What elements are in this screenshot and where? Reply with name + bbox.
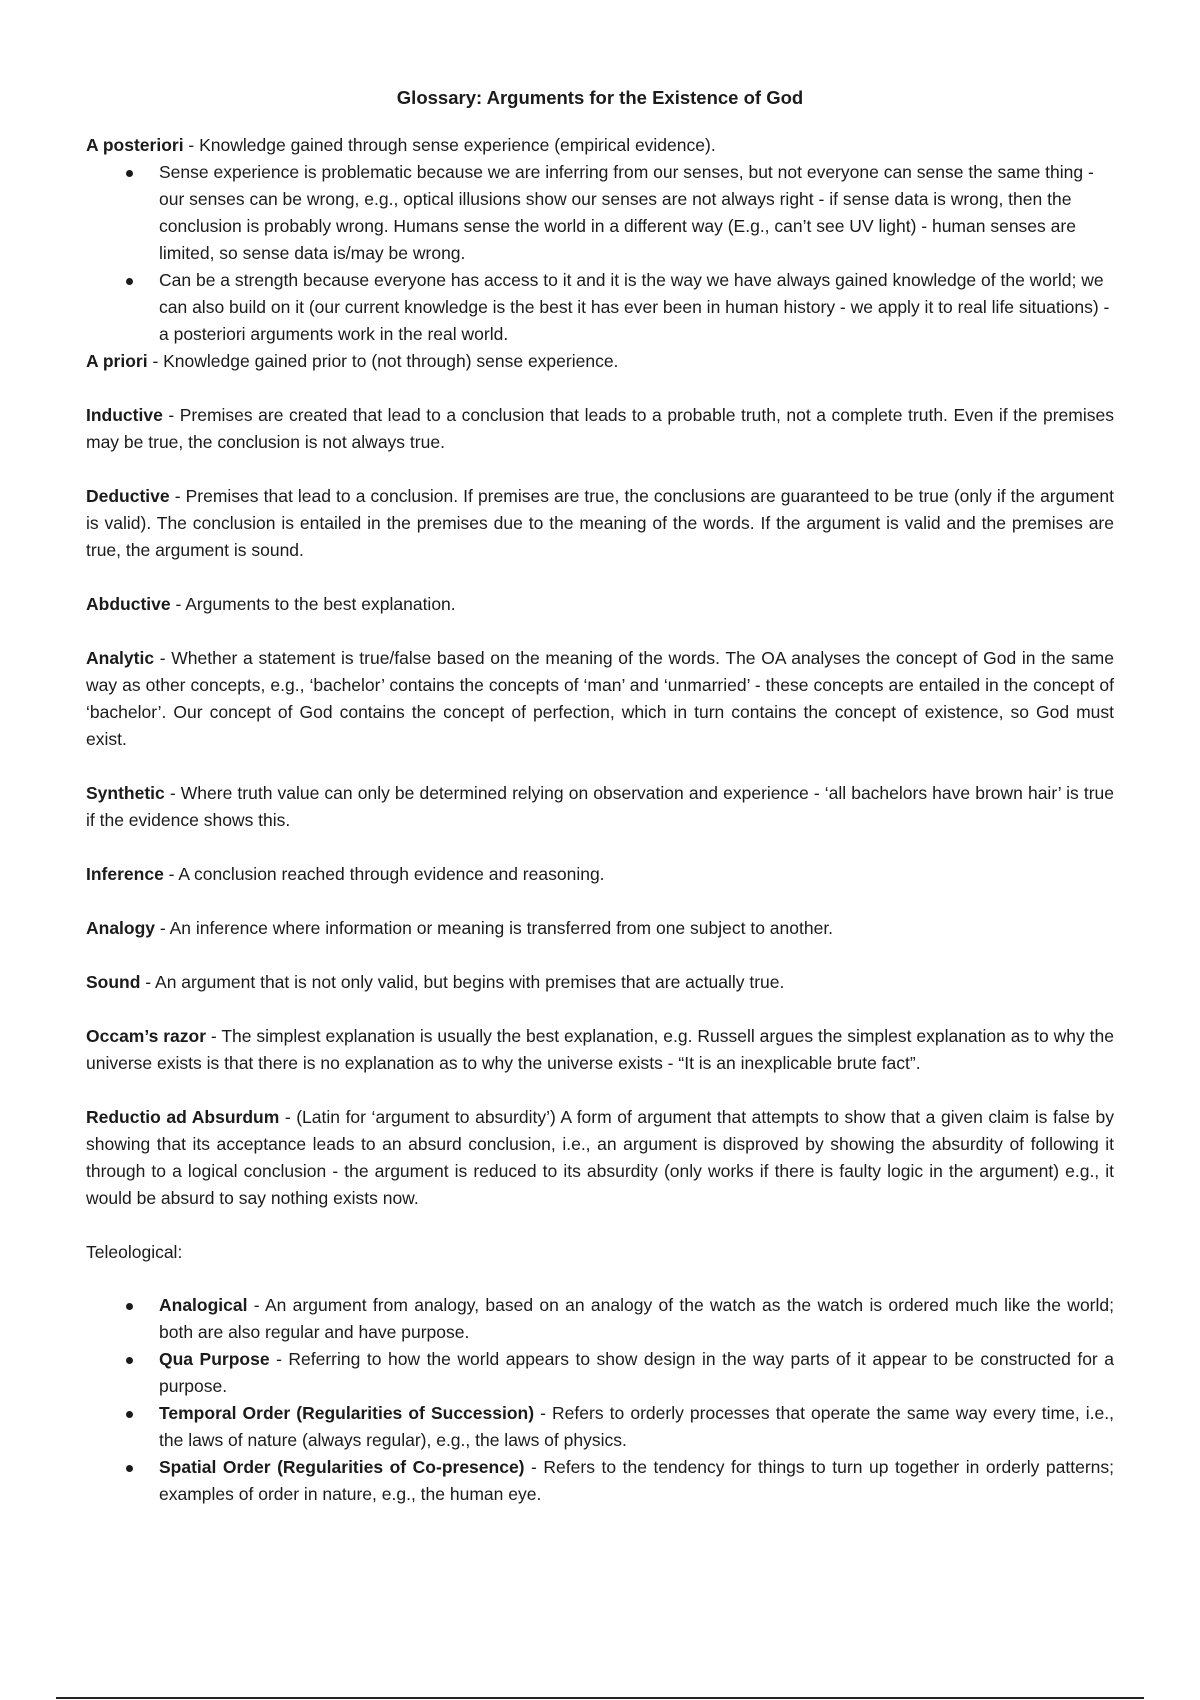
- term-sound: Sound: [86, 972, 141, 992]
- teleological-item-temporal-order: [86, 1400, 1114, 1454]
- term-temporal-order: Temporal Order (Regularities of Succession): [159, 1403, 535, 1423]
- term-a-posteriori: A posteriori: [86, 135, 184, 155]
- term-spatial-order: Spatial Order (Regularities of Co-presence): [159, 1457, 525, 1477]
- term-abductive: Abductive: [86, 594, 171, 614]
- page-bottom-rule: [56, 1697, 1144, 1699]
- definition-qua-purpose: - Referring to how the world appears to show design in the way parts of it appear to be constructed for a purpose.: [159, 1349, 1114, 1396]
- teleological-item-analogical: [86, 1292, 1114, 1346]
- definition-occams-razor: - The simplest explanation is usually the best explanation, e.g. Russell argues the simplest explanation as to why the universe exists is that there is no explanation as to why the universe exists - “It is an inexplicable brute fact”.: [86, 1026, 1114, 1073]
- definition-analogy: - An inference where information or meaning is transferred from one subject to another.: [155, 918, 834, 938]
- glossary-entry-abductive: [86, 591, 1114, 618]
- definition-analogical: - An argument from analogy, based on an analogy of the watch as the watch is ordered much like the world; both are also regular and have purpose.: [159, 1295, 1114, 1342]
- glossary-entry-analogy: [86, 915, 1114, 942]
- definition-inference: - A conclusion reached through evidence and reasoning.: [163, 864, 605, 884]
- term-inductive: Inductive: [86, 405, 163, 425]
- term-deductive: Deductive: [86, 486, 170, 506]
- term-qua-purpose: Qua Purpose: [159, 1349, 270, 1369]
- page-title: Glossary: Arguments for the Existence of God: [396, 87, 804, 108]
- term-reductio-ad-absurdum: Reductio ad Absurdum: [86, 1107, 280, 1127]
- definition-sound: - An argument that is not only valid, but begins with premises that are actually true.: [140, 972, 785, 992]
- term-a-priori: A priori: [86, 351, 148, 371]
- definition-inductive: - Premises are created that lead to a conclusion that leads to a probable truth, not a complete truth. Even if the premises may be true, the conclusion is not always true.: [86, 405, 1114, 452]
- term-analytic: Analytic: [86, 648, 155, 668]
- glossary-entry-inductive: [86, 402, 1114, 456]
- a-posteriori-bullet-2: Can be a strength because everyone has access to it and it is the way we have always gained knowledge of the world; we can also build on it (our current knowledge is the best it has ever been in human history - we apply it to real life situations) - a posteriori arguments work in the real world.: [86, 267, 1114, 348]
- definition-analytic: - Whether a statement is true/false based on the meaning of the words. The OA analyses the concept of God in the same way as other concepts, e.g., ‘bachelor’ contains the concepts of ‘man’ and ‘unmarried’ - these concepts are entailed in the concept of ‘bachelor’. Our concept of God contains the concept of perfection, which in turn contains the concept of existence, so God must exist.: [86, 648, 1114, 749]
- teleological-heading: Teleological:: [86, 1242, 183, 1262]
- definition-a-posteriori: - Knowledge gained through sense experience (empirical evidence).: [183, 135, 716, 155]
- teleological-item-qua-purpose: [86, 1346, 1114, 1400]
- term-synthetic: Synthetic: [86, 783, 165, 803]
- a-posteriori-bullet-list: [86, 159, 1114, 348]
- teleological-item-spatial-order: [86, 1454, 1114, 1508]
- definition-abductive: - Arguments to the best explanation.: [170, 594, 456, 614]
- definition-spatial-order: - Refers to the tendency for things to turn up together in orderly patterns; examples of order in nature, e.g., the human eye.: [159, 1457, 1114, 1504]
- glossary-entry-a-priori: [86, 348, 1114, 375]
- glossary-entry-synthetic: [86, 780, 1114, 834]
- definition-reductio-ad-absurdum: - (Latin for ‘argument to absurdity’) A form of argument that attempts to show that a given claim is false by showing that its acceptance leads to an absurd conclusion, i.e., an argument is disproved by showing the absurdity of following it through to a logical conclusion - the argument is reduced to its absurdity (only works if there is faulty logic in the argument) e.g., it would be absurd to say nothing exists now.: [86, 1107, 1114, 1208]
- document-page: [86, 84, 1114, 1508]
- glossary-entry-deductive: [86, 483, 1114, 564]
- definition-a-priori: - Knowledge gained prior to (not through) sense experience.: [147, 351, 619, 371]
- glossary-entry-occams-razor: [86, 1023, 1114, 1077]
- term-analogical: Analogical: [159, 1295, 248, 1315]
- term-analogy: Analogy: [86, 918, 156, 938]
- definition-synthetic: - Where truth value can only be determined relying on observation and experience - ‘all bachelors have brown hair’ is true if the evidence shows this.: [86, 783, 1114, 830]
- term-inference: Inference: [86, 864, 164, 884]
- definition-deductive: - Premises that lead to a conclusion. If premises are true, the conclusions are guaranteed to be true (only if the argument is valid). The conclusion is entailed in the premises due to the meaning of the words. If the argument is valid and the premises are true, the argument is sound.: [86, 486, 1114, 560]
- definition-temporal-order: - Refers to orderly processes that operate the same way every time, i.e., the laws of nature (always regular), e.g., the laws of physics.: [159, 1403, 1114, 1450]
- glossary-entry-reductio-ad-absurdum: [86, 1104, 1114, 1212]
- term-occams-razor: Occam’s razor: [86, 1026, 207, 1046]
- glossary-entry-analytic: [86, 645, 1114, 753]
- teleological-bullet-list: [86, 1292, 1114, 1508]
- a-posteriori-bullet-1: Sense experience is problematic because we are inferring from our senses, but not everyone can sense the same thing - our senses can be wrong, e.g., optical illusions show our senses are not always right - if sense data is wrong, then the conclusion is probably wrong. Humans sense the world in a different way (E.g., can’t see UV light) - human senses are limited, so sense data is/may be wrong.: [86, 159, 1114, 267]
- glossary-entry-a-posteriori: [86, 132, 1114, 159]
- glossary-entry-sound: [86, 969, 1114, 996]
- glossary-entry-inference: [86, 861, 1114, 888]
